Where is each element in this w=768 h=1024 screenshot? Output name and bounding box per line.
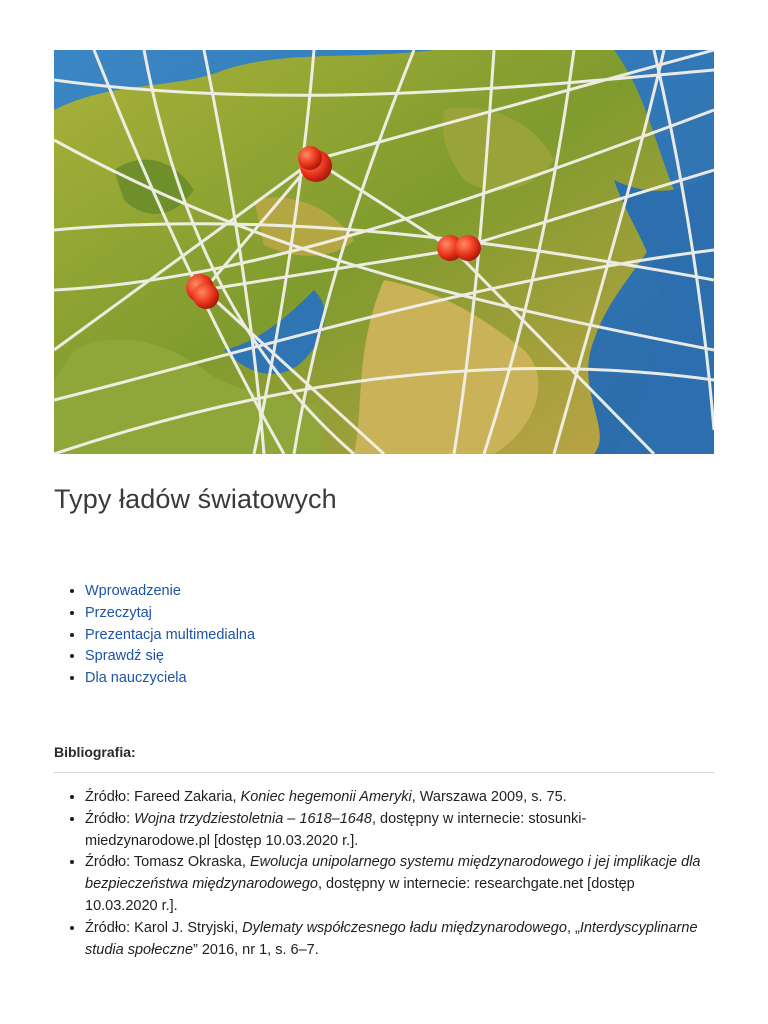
bibliography-heading: Bibliografia: [54, 744, 136, 760]
entry-suffix: ” 2016, nr 1, s. 6–7. [193, 941, 319, 958]
nav-link-wprowadzenie[interactable]: Wprowadzenie [85, 583, 181, 599]
nav-item-przeczytaj [85, 603, 255, 625]
section-nav [54, 581, 255, 690]
nav-item-sprawdz-sie [85, 646, 255, 668]
entry-prefix: Źródło: [85, 810, 135, 827]
bibliography-entry [85, 809, 704, 853]
nav-link-sprawdz-sie[interactable]: Sprawdź się [85, 648, 164, 665]
nav-link-prezentacja[interactable]: Prezentacja multimedialna [85, 626, 256, 643]
entry-title: Koniec hegemonii Ameryki [240, 789, 412, 805]
entry-suffix: , dostępny w internecie: researchgate.net [dostęp 10.03.2020 r.]. [85, 876, 635, 914]
entry-suffix: , dostępny w internecie: stosunki-miedzynarodowe.pl [dostęp 10.03.2020 r.]. [85, 810, 587, 849]
bibliography-entry [85, 852, 704, 917]
globe-with-pins-and-strings-icon [54, 50, 714, 454]
nav-item-prezentacja [85, 625, 255, 647]
entry-prefix: Źródło: Karol J. Stryjski, [85, 919, 243, 936]
nav-item-wprowadzenie [85, 581, 255, 603]
entry-mid: , „ [566, 919, 580, 936]
entry-prefix: Źródło: Tomasz Okraska, [85, 854, 250, 871]
bibliography-entry [85, 787, 704, 809]
entry-title: Ewolucja unipolarnego systemu międzynarodowego i jej implikacje dla bezpieczeństwa międzynarodowego [85, 854, 701, 893]
entry-title: Dylematy współczesnego ładu międzynarodowego [242, 919, 567, 936]
nav-item-dla-nauczyciela [85, 668, 255, 690]
entry-journal: Interdyscyplinarne studia społeczne [85, 919, 698, 958]
hero-image [54, 50, 714, 454]
nav-link-przeczytaj[interactable]: Przeczytaj [85, 604, 152, 621]
page-title: Typy ładów światowych [54, 484, 337, 514]
divider [54, 772, 714, 773]
bibliography-entry [85, 918, 704, 962]
entry-title: Wojna trzydziestoletnia – 1618–1648 [134, 810, 372, 827]
entry-suffix: , Warszawa 2009, s. 75. [411, 789, 567, 805]
entry-prefix: Źródło: Fareed Zakaria, [85, 789, 241, 805]
nav-link-dla-nauczyciela[interactable]: Dla nauczyciela [85, 670, 187, 687]
bibliography-list [54, 787, 704, 961]
